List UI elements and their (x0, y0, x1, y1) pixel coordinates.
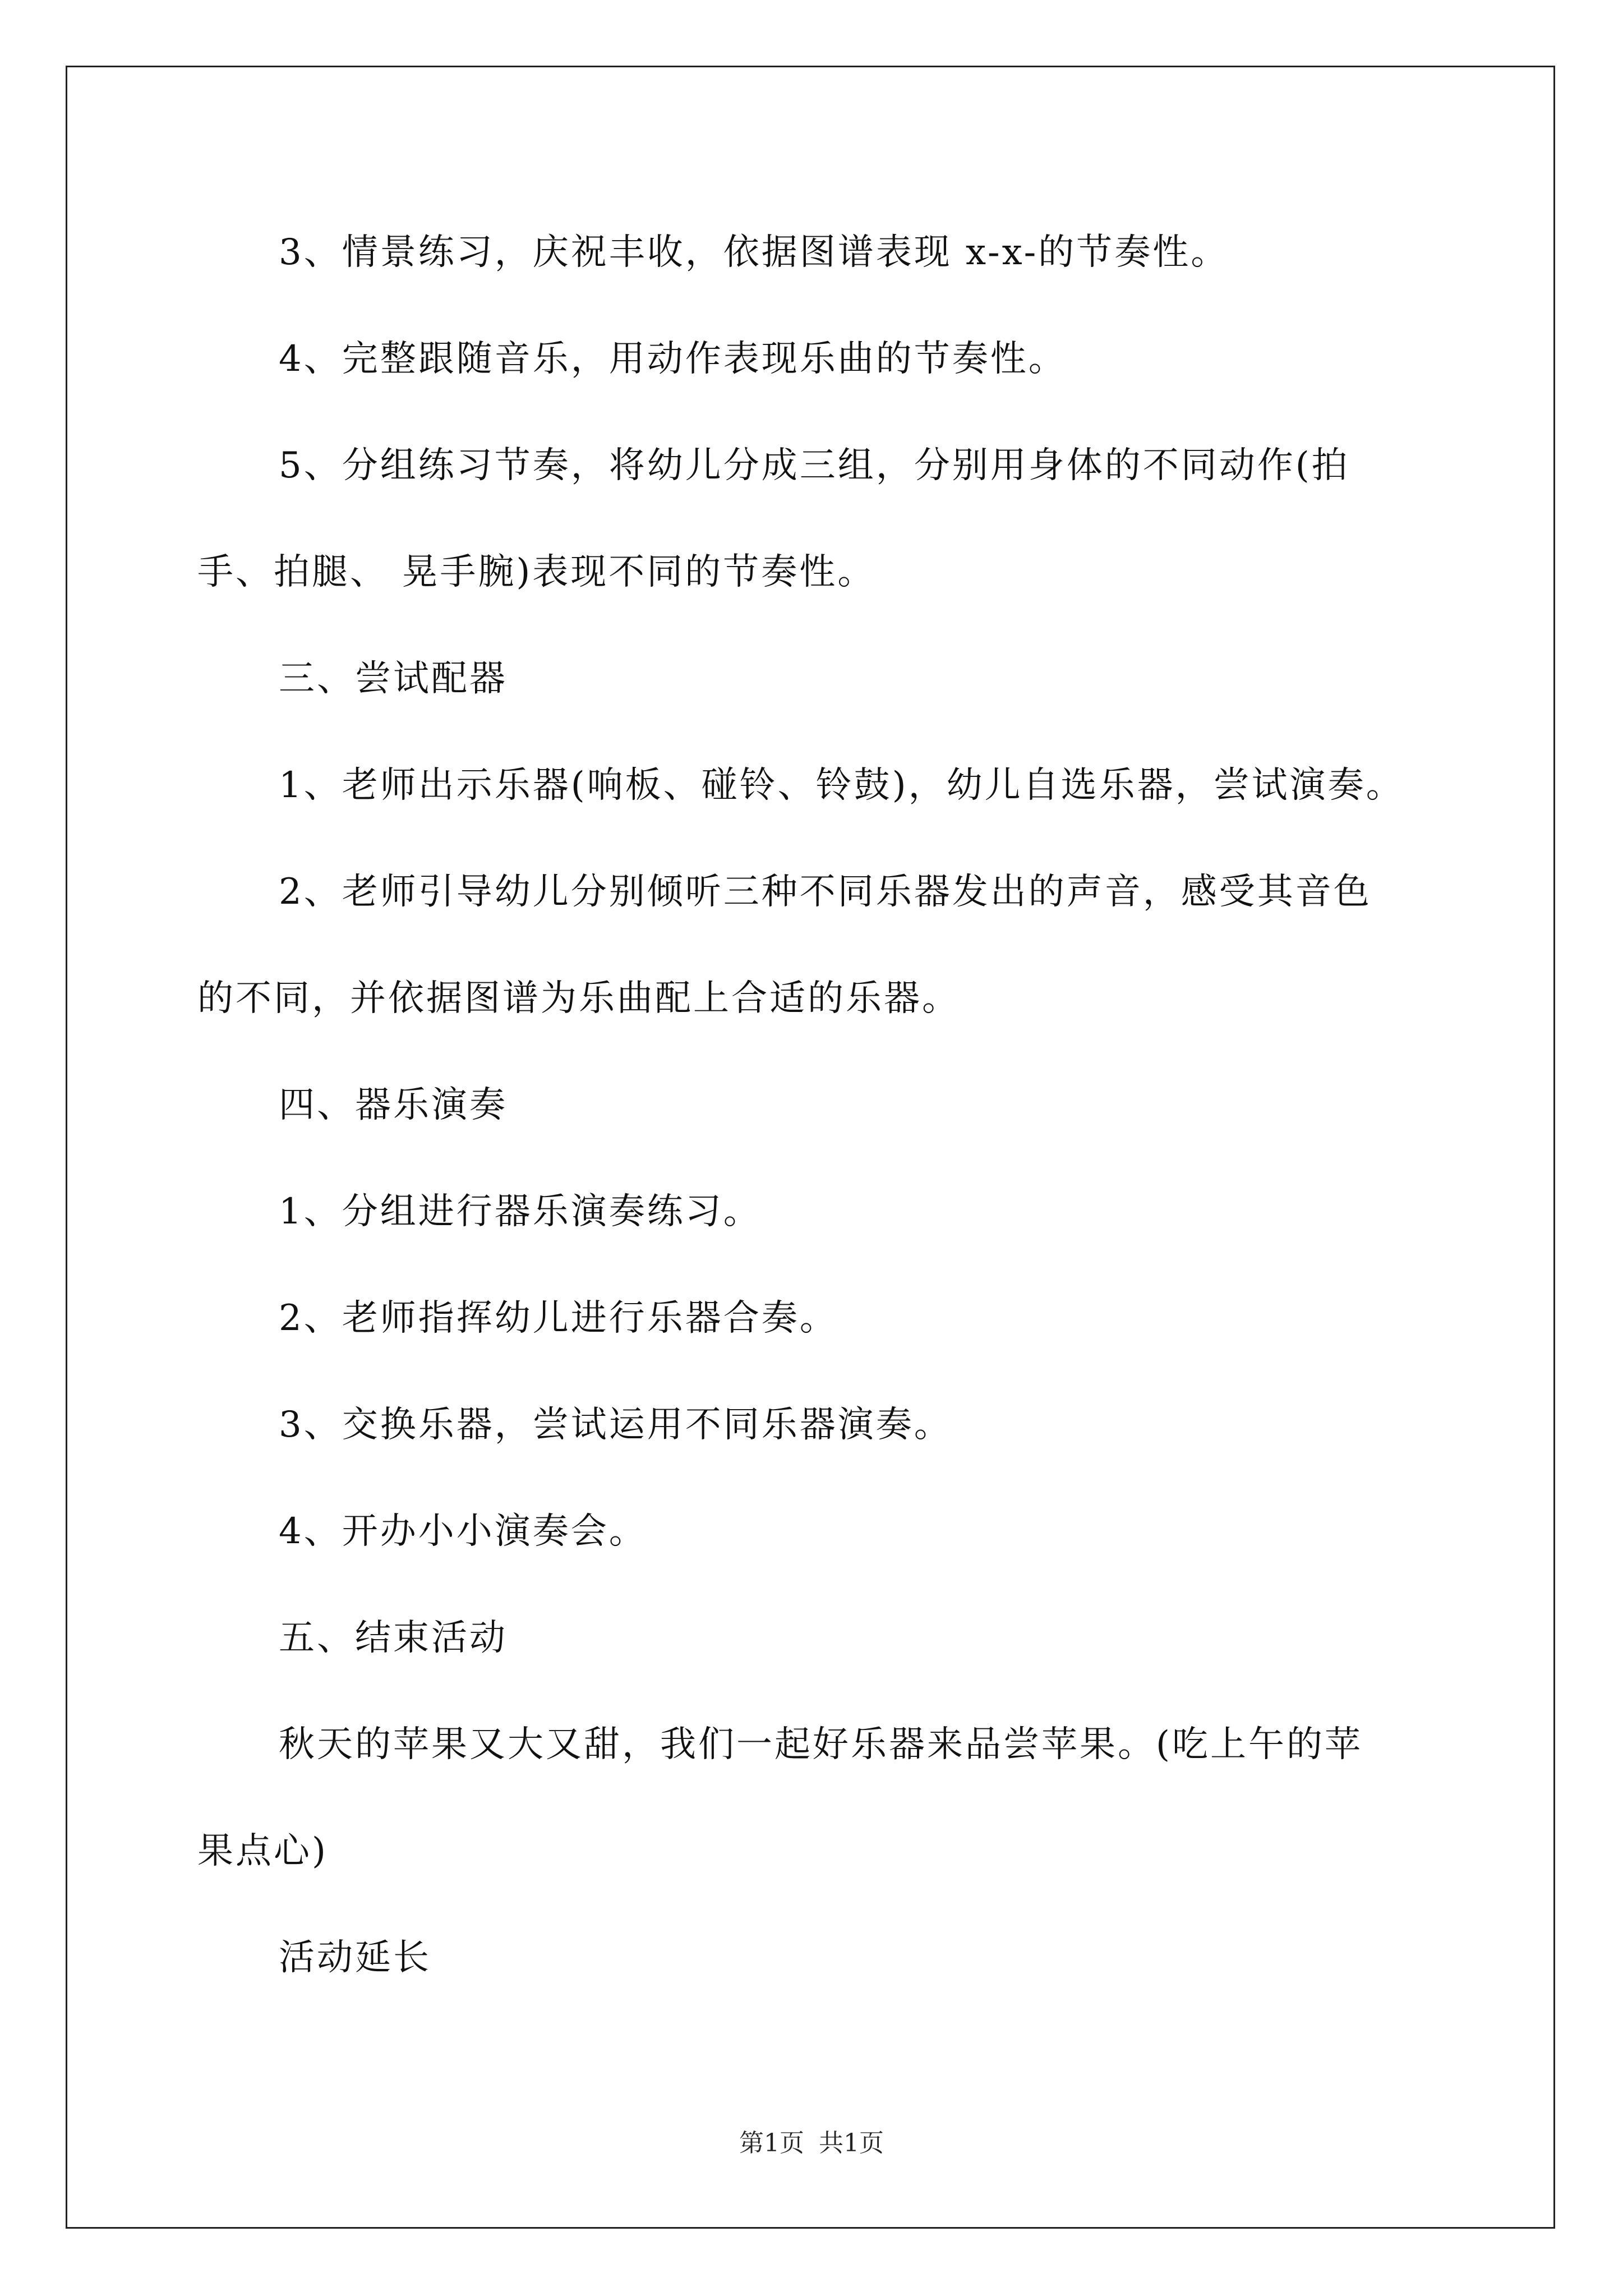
page-number: 第1页 (739, 2129, 804, 2157)
paragraph-line: 1、分组进行器乐演奏练习。 (279, 1191, 762, 1232)
paragraph-line: 1、老师出示乐器(响板、碰铃、铃鼓)，幼儿自选乐器，尝试演奏。 (279, 765, 1404, 806)
paragraph-line: 3、交换乐器，尝试运用不同乐器演奏。 (279, 1404, 952, 1446)
section-heading: 五、结束活动 (279, 1617, 508, 1659)
paragraph-line: 秋天的苹果又大又甜，我们一起好乐器来品尝苹果。(吃上午的苹 (279, 1724, 1363, 1765)
paragraph-line: 2、老师指挥幼儿进行乐器合奏。 (279, 1297, 838, 1339)
paragraph-line: 5、分组练习节奏，将幼儿分成三组，分别用身体的不同动作(拍 (279, 445, 1350, 486)
paragraph-line: 手、拍腿、 晃手腕)表现不同的节奏性。 (197, 551, 876, 593)
paragraph-line: 2、老师引导幼儿分别倾听三种不同乐器发出的声音，感受其音色 (279, 871, 1372, 913)
paragraph-line: 果点心) (197, 1830, 328, 1872)
section-heading: 三、尝试配器 (279, 658, 508, 700)
section-heading: 活动延长 (279, 1937, 431, 1978)
page-frame (66, 66, 1555, 2229)
paragraph-line: 4、完整跟随音乐，用动作表现乐曲的节奏性。 (279, 338, 1067, 380)
paragraph-line: 4、开办小小演奏会。 (279, 1511, 647, 1552)
page-footer (0, 2128, 1623, 2159)
paragraph-line: 的不同，并依据图谱为乐曲配上合适的乐器。 (197, 978, 960, 1019)
paragraph-line: 3、情景练习，庆祝丰收，依据图谱表现 x-x-的节奏性。 (279, 232, 1229, 273)
page-total: 共1页 (819, 2129, 884, 2157)
section-heading: 四、器乐演奏 (279, 1084, 508, 1126)
